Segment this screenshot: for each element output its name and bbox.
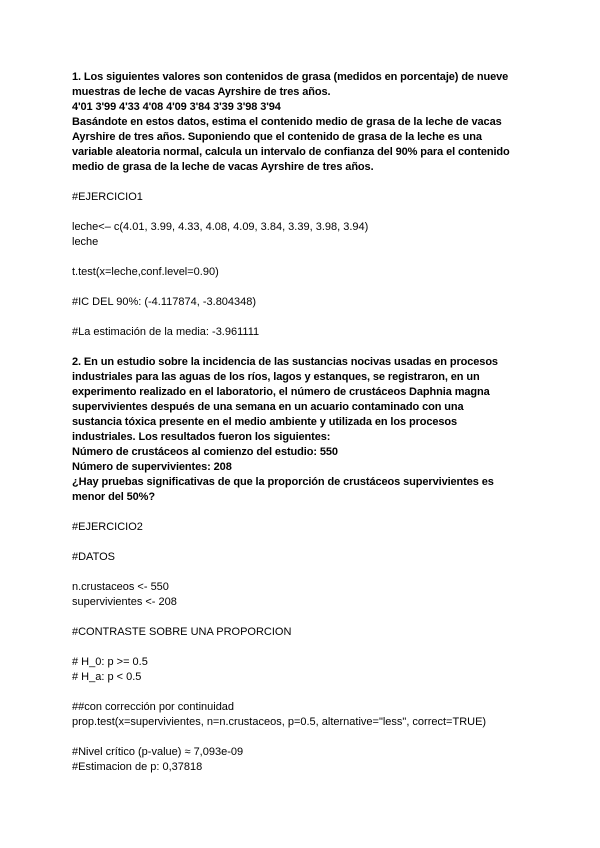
statement-line: sustancia tóxica presente en el medio ambiente y utilizada en los procesos <box>72 416 458 428</box>
statement-line: 2. En un estudio sobre la incidencia de las sustancias nocivas usadas en procesos <box>72 356 498 368</box>
hypothesis-line: # H_0: p >= 0.5 <box>72 656 148 668</box>
exercise-1-header: #EJERCICIO1 <box>72 191 143 203</box>
statement-line: Número de supervivientes: 208 <box>72 461 232 473</box>
code-line: leche<– c(4.01, 3.99, 4.33, 4.08, 4.09, 3.84, 3.39, 3.98, 3.94) <box>72 221 369 233</box>
document-page <box>72 70 542 775</box>
statement-line: industriales para las aguas de los ríos, lagos y estanques, se registraron, en un <box>72 371 480 383</box>
code-line: prop.test(x=supervivientes, n=n.crustaceos, p=0.5, alternative="less", correct=TRUE) <box>72 716 487 728</box>
statement-line: ¿Hay pruebas significativas de que la proporción de crustáceos supervivientes es <box>72 476 494 488</box>
code-line: n.crustaceos <- 550 <box>72 581 169 593</box>
statement-line: Ayrshire de tres años. Suponiendo que el contenido de grasa de la leche es una <box>72 131 482 143</box>
section-header: #DATOS <box>72 551 115 563</box>
code-line: t.test(x=leche,conf.level=0.90) <box>72 266 219 278</box>
code-line: supervivientes <- 208 <box>72 596 177 608</box>
exercise-2-statement <box>72 355 542 505</box>
statement-line: 4'01 3'99 4'33 4'08 4'09 3'84 3'39 3'98 3'94 <box>72 101 281 113</box>
hypothesis-line: # H_a: p < 0.5 <box>72 671 142 683</box>
exercise-2-header: #EJERCICIO2 <box>72 521 143 533</box>
exercise-1-statement <box>72 70 542 175</box>
result-comment: #La estimación de la media: -3.961111 <box>72 326 260 338</box>
statement-line: medio de grasa de la leche de vacas Ayrshire de tres años. <box>72 161 374 173</box>
statement-line: menor del 50%? <box>72 491 155 503</box>
statement-line: muestras de leche de vacas Ayrshire de tres años. <box>72 86 331 98</box>
statement-line: Basándote en estos datos, estima el contenido medio de grasa de la leche de vacas <box>72 116 502 128</box>
section-header: #CONTRASTE SOBRE UNA PROPORCION <box>72 626 292 638</box>
result-comment: #IC DEL 90%: (-4.117874, -3.804348) <box>72 296 257 308</box>
statement-line: variable aleatoria normal, calcula un intervalo de confianza del 90% para el contenido <box>72 146 510 158</box>
code-line: leche <box>72 236 99 248</box>
comment-line: ##con corrección por continuidad <box>72 701 235 713</box>
result-comment: #Nivel crítico (p-value) ≈ 7,093e-09 <box>72 746 244 758</box>
statement-line: Número de crustáceos al comienzo del estudio: 550 <box>72 446 338 458</box>
result-comment: #Estimacion de p: 0,37818 <box>72 761 203 773</box>
statement-line: experimento realizado en el laboratorio, el número de crustáceos Daphnia magna <box>72 386 490 398</box>
statement-line: 1. Los siguientes valores son contenidos de grasa (medidos en porcentaje) de nueve <box>72 71 509 83</box>
statement-line: supervivientes después de una semana en un acuario contaminado con una <box>72 401 464 413</box>
statement-line: industriales. Los resultados fueron los siguientes: <box>72 431 331 443</box>
